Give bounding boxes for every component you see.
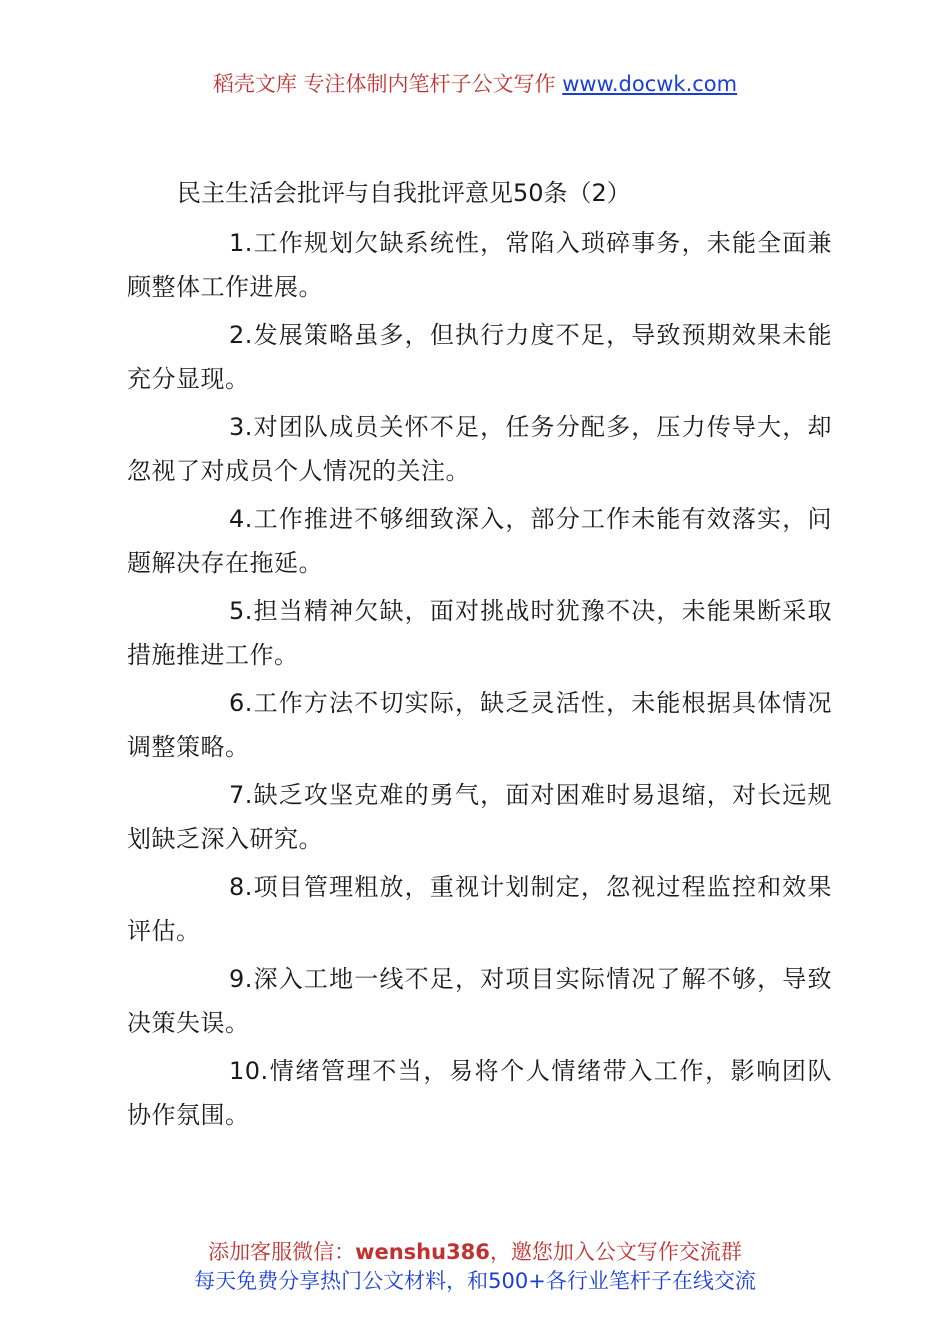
list-item: 5.担当精神欠缺，面对挑战时犹豫不决，未能果断采取措施推进工作。: [127, 597, 832, 669]
list-item: 1.工作规划欠缺系统性，常陷入琐碎事务，未能全面兼顾整体工作进展。: [127, 229, 832, 301]
list-item: 9.深入工地一线不足，对项目实际情况了解不够，导致决策失误。: [127, 965, 832, 1037]
list-item: 3.对团队成员关怀不足，任务分配多，压力传导大，却忽视了对成员个人情况的关注。: [127, 413, 832, 485]
website-link[interactable]: www.docwk.com: [562, 72, 738, 96]
footer-share-line: 每天免费分享热门公文材料，和500+各行业笔杆子在线交流: [194, 1269, 756, 1293]
footer-contact-suffix: ，邀您加入公文写作交流群: [489, 1240, 742, 1264]
list-item: 4.工作推进不够细致深入，部分工作未能有效落实，问题解决存在拖延。: [127, 505, 832, 577]
document-title: 民主生活会批评与自我批评意见50条（2）: [177, 179, 631, 207]
brand-tagline: 稻壳文库 专注体制内笔杆子公文写作: [212, 72, 556, 96]
promo-footer: [0, 1238, 950, 1296]
criticism-list: [127, 221, 832, 1139]
document-body: [127, 171, 832, 1141]
list-item: 6.工作方法不切实际，缺乏灵活性，未能根据具体情况调整策略。: [127, 689, 832, 761]
list-item: 7.缺乏攻坚克难的勇气，面对困难时易退缩，对长远规划缺乏深入研究。: [127, 781, 832, 853]
list-item: 10.情绪管理不当，易将个人情绪带入工作，影响团队协作氛围。: [127, 1057, 832, 1129]
list-item: 2.发展策略虽多，但执行力度不足，导致预期效果未能充分显现。: [127, 321, 832, 393]
watermark-header: [0, 68, 950, 100]
list-item: 8.项目管理粗放，重视计划制定，忽视过程监控和效果评估。: [127, 873, 832, 945]
wechat-id: wenshu386: [355, 1240, 490, 1264]
footer-contact-line: [0, 1238, 950, 1267]
footer-contact-prefix: 添加客服微信：: [208, 1240, 356, 1264]
